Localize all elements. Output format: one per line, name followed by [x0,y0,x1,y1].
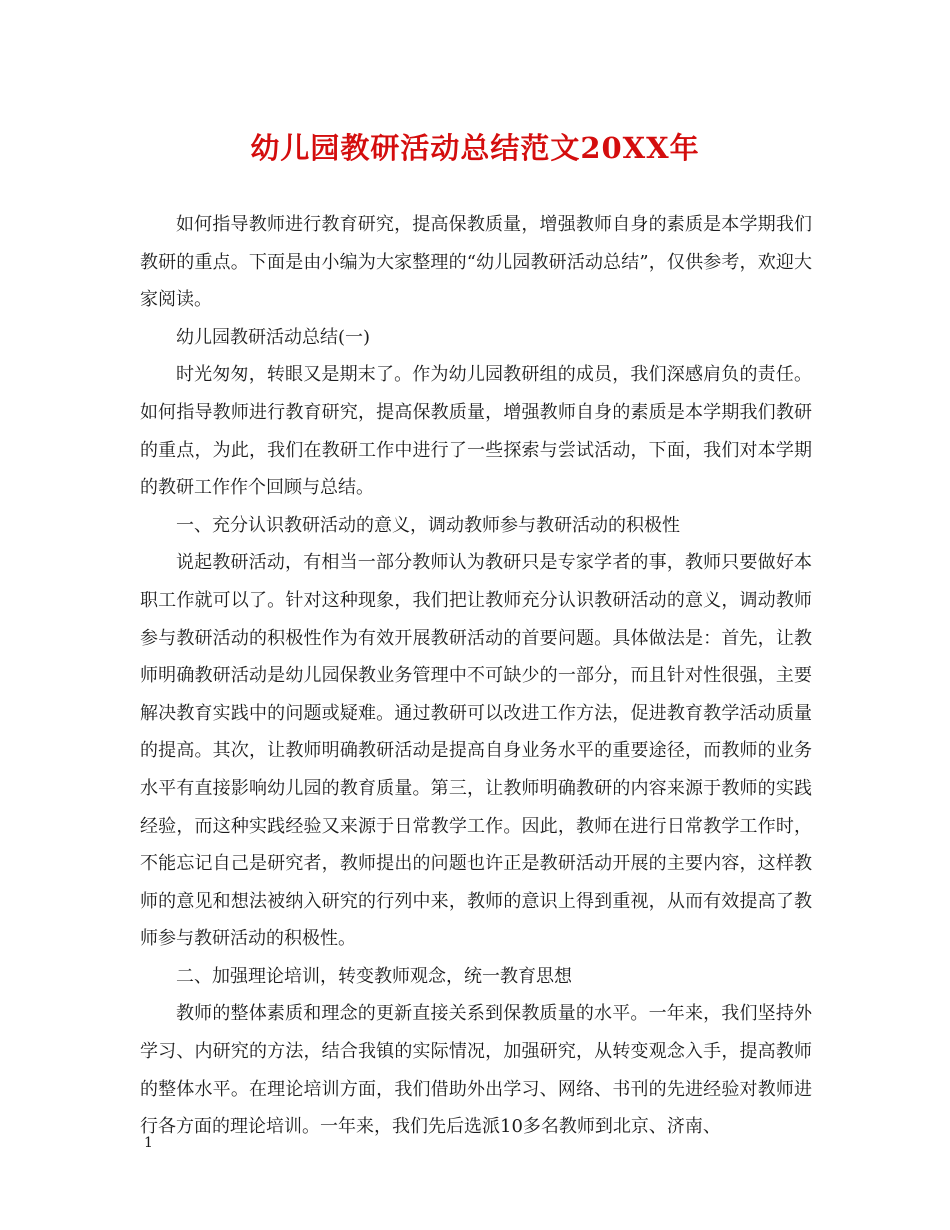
page-number: 1 [144,1135,153,1151]
opening-paragraph: 时光匆匆，转眼又是期末了。作为幼儿园教研组的成员，我们深感肩负的责任。如何指导教师进行教育研究，提高保教质量，增强教师自身的素质是本学期我们教研的重点，为此，我们在教研工作中进行了一些探索与尝试活动，下面，我们对本学期的教研工作作个回顾与总结。 [140,364,812,499]
intro-paragraph: 如何指导教师进行教育研究，提高保教质量，增强教师自身的素质是本学期我们教研的重点。下面是由小编为大家整理的“幼儿园教研活动总结”，仅供参考，欢迎大家阅读。 [140,214,812,311]
section-heading-two: 二、加强理论培训，转变教师观念，统一教育思想 [176,965,572,987]
document-title: 幼儿园教研活动总结范文20XX年 [250,131,700,165]
section-heading-one: 一、充分认识教研活动的意义，调动教师参与教研活动的积极性 [176,514,680,536]
section-one-paragraph: 说起教研活动，有相当一部分教师认为教研只是专家学者的事，教师只要做好本职工作就可以了。针对这种现象，我们把让教师充分认识教研活动的意义，调动教师参与教研活动的积极性作为有效开展教研活动的首要问题。具体做法是：首先，让教师明确教研活动是幼儿园保教业务管理中不可缺少的一部分，而且针对性很强，主要解决教育实践中的问题或疑难。通过教研可以改进工作方法，促进教育教学活动质量的提高。其次，让教师明确教研活动是提高自身业务水平的重要途径，而教师的业务水平有直接影响幼儿园的教育质量。第三，让教师明确教研的内容来源于教师的实践经验，而这种实践经验又来源于日常教学工作。因此，教师在进行日常教学工作时，不能忘记自己是研究者，教师提出的问题也许正是教研活动开展的主要内容，这样教师的意见和想法被纳入研究的行列中来，教师的意识上得到重视，从而有效提高了教师参与教研活动的积极性。 [140,552,812,950]
document-body [140,206,812,1146]
section-two-paragraph: 教师的整体素质和理念的更新直接关系到保教质量的水平。一年来，我们坚持外学习、内研究的方法，结合我镇的实际情况，加强研究，从转变观念入手，提高教师的整体水平。在理论培训方面，我们借助外出学习、网络、书刊的先进经验对教师进行各方面的理论培训。一年来，我们先后选派10多名教师到北京、济南、 [140,1003,812,1138]
section-heading-summary-one: 幼儿园教研活动总结(一) [176,326,371,348]
